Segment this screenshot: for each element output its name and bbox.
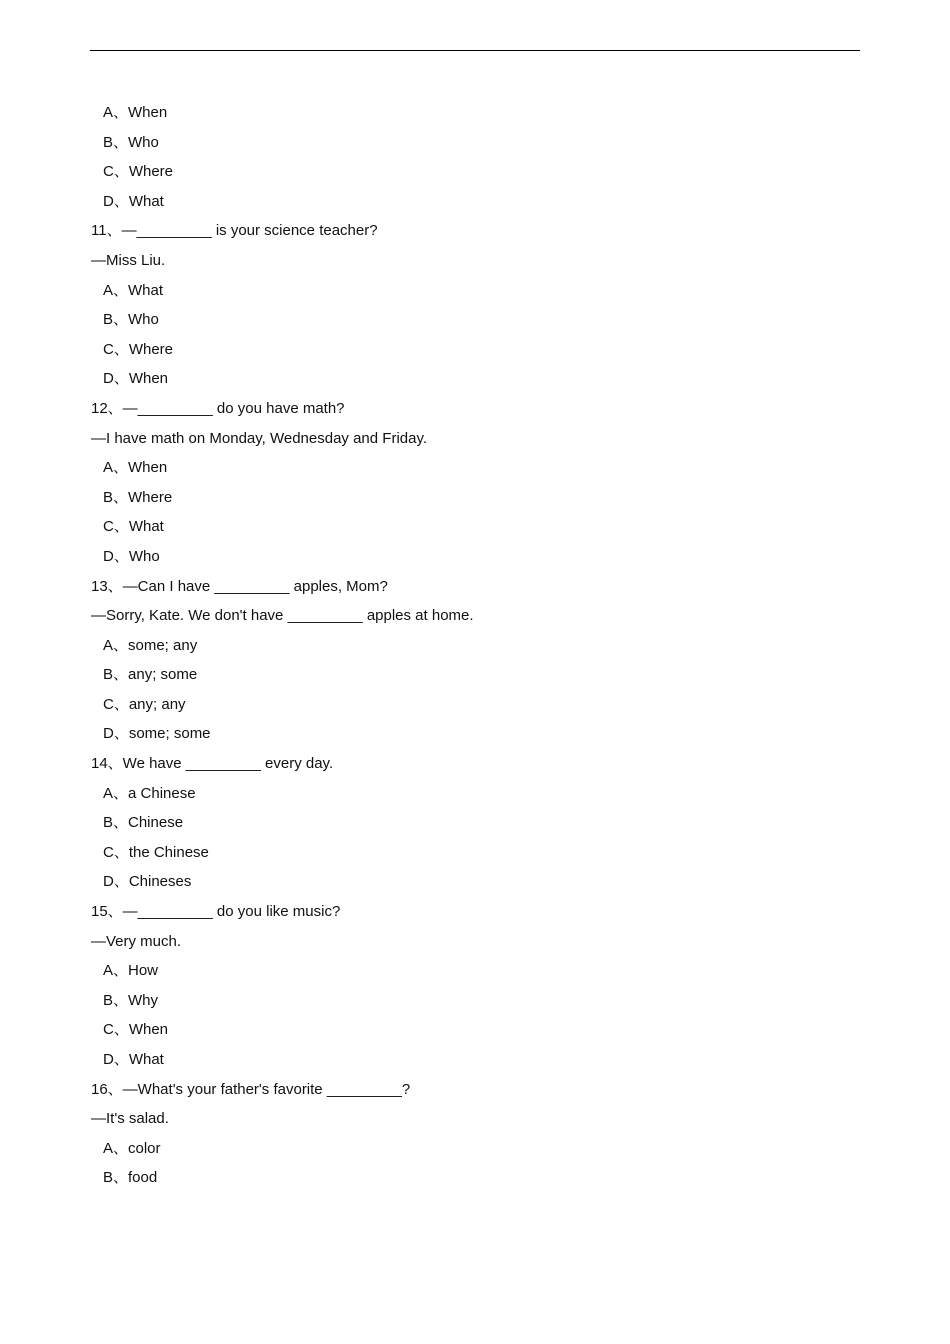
header-rule [90,50,860,51]
question-15-stem: 15、—_________ do you like music? [91,903,341,921]
question-15-response: —Very much. [91,932,182,950]
option-13-d: D、some; some [103,725,211,743]
option-10-d: D、What [103,192,164,210]
option-10-c: C、Where [103,163,174,181]
question-14-stem: 14、We have _________ every day. [91,755,334,773]
option-12-a: A、When [103,459,168,477]
question-13-response: —Sorry, Kate. We don't have _________ apples at home. [91,607,474,625]
option-12-c: C、What [103,518,164,536]
option-15-d: D、What [103,1051,164,1068]
option-15-c: C、When [103,1021,169,1039]
option-10-b: B、Who [103,133,159,151]
question-16-response: —It's salad. [91,1110,169,1128]
option-14-d: D、Chineses [103,873,192,891]
question-12-stem: 12、—_________ do you have math? [91,399,345,417]
option-11-a: A、What [103,281,164,299]
question-13-stem: 13、—Can I have _________ apples, Mom? [91,577,388,595]
option-16-a: A、color [103,1139,161,1157]
question-list [91,98,861,1193]
question-16-stem: 16、—What's your father's favorite _________? [91,1080,411,1098]
option-13-c: C、any; any [103,695,186,713]
question-11-response: —Miss Liu. [91,251,166,269]
option-11-c: C、Where [103,340,174,358]
option-12-b: B、Where [103,488,173,506]
option-14-b: B、Chinese [103,814,184,832]
option-15-a: A、How [103,962,159,980]
option-15-b: B、Why [103,991,159,1009]
option-10-a: A、When [103,104,168,121]
question-12-response: —I have math on Monday, Wednesday and Friday. [91,429,428,447]
option-14-c: C、the Chinese [103,843,209,861]
option-13-a: A、some; any [103,636,198,654]
option-16-b: B、food [103,1169,158,1187]
option-11-d: D、When [103,370,169,388]
option-11-b: B、Who [103,311,159,329]
option-13-b: B、any; some [103,666,198,684]
option-14-a: A、a Chinese [103,784,196,802]
question-11-stem: 11、—_________ is your science teacher? [91,222,378,240]
option-12-d: D、Who [103,547,160,565]
